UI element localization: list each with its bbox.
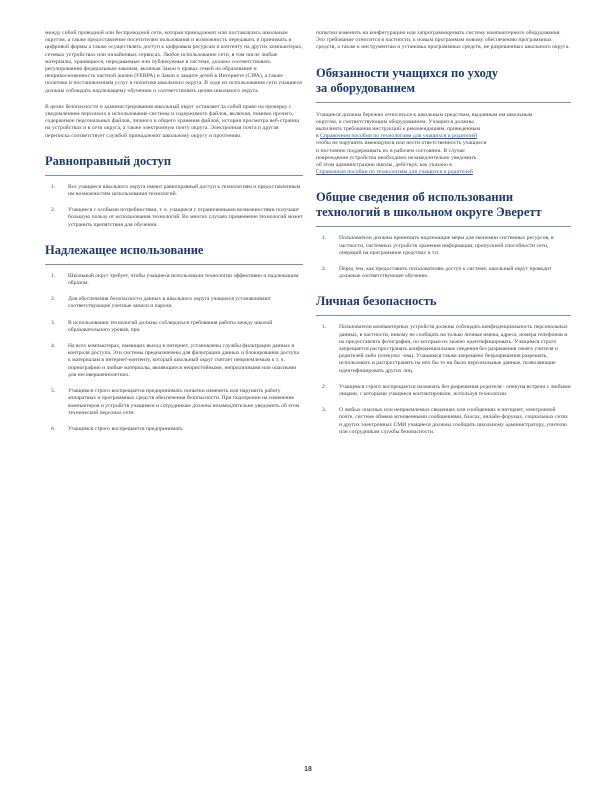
heading-general-info: Общие сведения об использовании технологий в школьном округе Эверетт bbox=[316, 190, 571, 227]
heading-personal-safety: Личная безопасность bbox=[316, 294, 571, 316]
section-personal-safety bbox=[316, 294, 571, 436]
right-column bbox=[316, 30, 571, 445]
list-item: 1. Школьный округ требует, чтобы учащиеся использовали технологии эффективно и надлежащим образом. bbox=[51, 272, 299, 287]
list-item: 1. Пользователи должны принимать надлежащие меры для экономии системных ресурсов, в частности, системных устройств хранения информации, пропускной способности сети, операций на программное средствах и т.п. bbox=[322, 235, 554, 256]
list-item: 2. Учащимся строго воспрещается назначать без разрешения родителя - опекуна встречи с любыми лицами, с которыми учащиеся контактировали, используя технологии. bbox=[322, 383, 571, 398]
general-info-list bbox=[316, 235, 571, 280]
appropriate-use-list bbox=[45, 273, 303, 433]
handbook-link-2[interactable]: Справочном пособии по технологиям для учащихся и родителей bbox=[316, 169, 473, 176]
list-item: 2. Перед тем, как предоставить пользователям доступ к системе, школьный округ проводит должные соответствующее обучение. bbox=[322, 266, 552, 280]
list-item: 6. Учащимся строго воспрещается предпринимать bbox=[51, 425, 183, 432]
section-general-info bbox=[316, 190, 571, 280]
heading-equal-access: Равноправный доступ bbox=[45, 154, 303, 176]
equal-access-list bbox=[45, 184, 303, 229]
personal-safety-list bbox=[316, 324, 571, 436]
heading-equipment-care: Обязанности учащихся по уходу за оборудованием bbox=[316, 66, 571, 103]
list-item: 3. О любых опасных или неприемлемых сведениях или сообщениях в интернет, электронной почте, системе обмена мгновенными сообщениями, блогах, онлайн-форумах, социальных сетях и других электронных СМИ учащиеся должны сообщить школьному администратору, учителю или сотрудникам службы безопасности. bbox=[322, 407, 568, 435]
left-column bbox=[45, 30, 303, 442]
list-item: 1. Все учащиеся школьного округа имеют равноправный доступ к технологиям и предоставленным им возможностям использования технологий. bbox=[51, 183, 301, 198]
section-appropriate-use bbox=[45, 243, 303, 433]
list-item: 2. Для обеспечения безопасности данных в школьного округа учащиеся устанавливают соответствующие учетные записи и пароли. bbox=[51, 296, 271, 310]
intro-paragraph-1: между собой проводной или беспроводной сети, которая принадлежит или поставлялась школьным округом, а также предоставление посетителям пользования и возможность передавать и принимать и цифровой формы а также осуществлять доступ к цифровым ресурсам и контенту на других компьютерах, сетевых устройствах или онлайновых сервисах. Любое использование сети, в том числе любые материалы, хранящиеся, передаваемые или публикуемые в системе, должно соответствовать регулированию федеральным законам, включая Закон о правах семей на образование и неприкосновенность частной жизни (FERPA) и Закон о защите детей в Интернете (CIPA), а также политике и постановлениям услуг и политике школьного округа. В ходе их использования сети учащиеся должны соблюдать надлежащему обучению и соответствовать целям школьного округа. bbox=[45, 30, 303, 94]
right-intro-paragraph: попытки изменить на конфигурацию или запрограммировать систему компьютерного оборудования. Это требование относится в частности, к новым программам новому обеспечению программных средств, а также к инструментам и установка программных средств, не разрешенных школьного округа. bbox=[316, 30, 570, 51]
heading-appropriate-use: Надлежащее использование bbox=[45, 243, 303, 265]
handbook-link-1[interactable]: Справочном пособии по технологиям для учащихся и родителей bbox=[320, 133, 478, 140]
page-number: 18 bbox=[304, 766, 312, 773]
equipment-care-paragraph: Учащиеся должны бережно относиться к школьным средствам, выданным им школьным округом, и соответствующим оборудованием. Учащиеся должны выполнять требования инструкций к рекомендациям, приведенным в Справочном пособии по технологиям для учащихся и родителей чтобы не нарушить имеющуюся или нести ответственность учащиеся и постоянно поддерживать их в рабочем состоянии. В случае повреждения устройства необходимо незамедлительно уведомить об этом администрацию школы, действуя, как указано в Справочном пособии по технологиям для учащихся и родителей bbox=[316, 111, 533, 176]
section-equal-access bbox=[45, 154, 303, 229]
list-item: 1. Пользователи компьютерных устройств должны соблюдать конфиденциальность персональных данных, в частности, никому не сообщать на только личные имена, адреса, номера телефонов и на предоставлять фотографии, по которым их можно идентифицировать. Учащимся строго запрещается распространять конфиденциальные сведения без разрешения своего учителя и родителей либо (опекуна/ -ова). Учащимся также запрещено безразрешения разрешать, использовать и распространять на них бы то ни было персональные данные, позволяющие идентифицировать других лиц. bbox=[322, 324, 568, 374]
intro-paragraph-2: В целях безопасности и администрирования школьный округ оставляет за собой право на проверку с уведомлением персонала и использование системы и содержимого файлов, включая, помимо прочего, содержимое персональных файлов, личного и общего хранения файлов, история просмотра веб-страниц на устройствах и в сети округа, а также электронную почту округа. Электронная почта и другая переписка соответствует службой принадлежит школьному округу и прочтению. bbox=[45, 103, 300, 139]
list-item: 4. На всех компьютерах, имеющих выход в интернет, установлены службы фильтрации данных и контроля доступа. Эти системы предназначены для фильтрации данных и блокирования доступа к материалам в интернет-контенту, который школьный округ считает неприемлемым к т. ч. порнографию и любые материалы, являющиеся непристойными, неприличными или опасными для несовершеннолетних. bbox=[51, 343, 299, 378]
list-item: 3. В использовании технологий должны соблюдаться требования работы между школой образовательного уровня, при. bbox=[51, 319, 273, 333]
list-item: 2. Учащиеся с особыми потребностями, т. е. учащиеся с ограниченными возможностями получают большую пользу от использования технологий. Во многих случаях применение технологий может устранить препятствия для обучения. bbox=[51, 207, 303, 228]
list-item: 5. Учащимся строго воспрещается предпринимать попытки изменить или нарушить работу аппаратных и программных средств обеспечения безопасности. При подозрении на изменение компьютеров и устройств учащимся и сотрудникам должны незамедлительно уведомить об этом технический персонал сети. bbox=[51, 388, 300, 416]
section-equipment-care bbox=[316, 66, 571, 177]
